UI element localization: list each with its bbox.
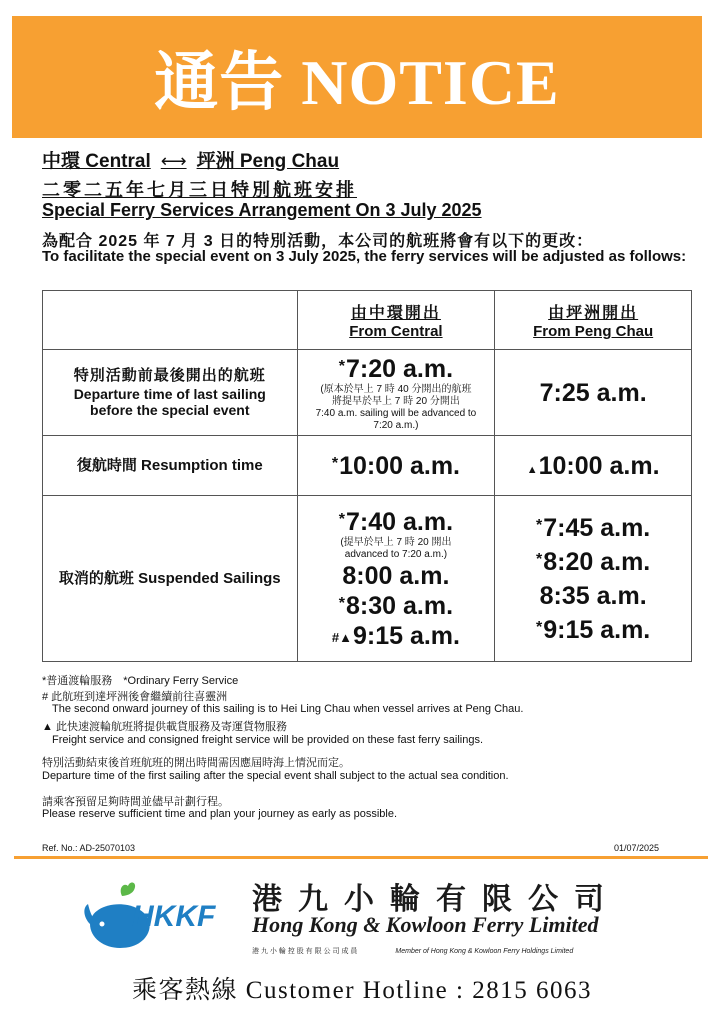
intro-en: To facilitate the special event on 3 July 2025, the ferry services will be adjusted as follows: (42, 248, 687, 265)
asterisk-mark: * (338, 357, 346, 375)
schedule-table (42, 290, 692, 662)
note-first-sailing-zh: 特別活動結束後首班航班的開出時間需因應屆時海上情況而定。 (42, 757, 350, 769)
member-en: Member of Hong Kong & Kowloon Ferry Holdings Limited (395, 948, 574, 955)
time-value: 9:15 a.m. (543, 615, 651, 644)
header-peng-zh: 由坪洲開出 (548, 305, 639, 322)
header-central-en: From Central (349, 323, 443, 340)
cell-central-suspended (297, 496, 495, 662)
time-value: 7:40 a.m. (346, 507, 454, 536)
asterisk-mark: * (536, 516, 543, 534)
time-value: 7:25 a.m. (539, 378, 647, 407)
cell-central-last-sailing (297, 350, 495, 436)
hkkf-logo (82, 878, 232, 958)
company-name-zh: 港九小輪有限公司 (252, 883, 620, 916)
header-peng-en: From Peng Chau (533, 323, 654, 340)
time-value: 10:00 a.m. (339, 451, 460, 480)
cell-note: (提早於早上 7 時 20 開出 advanced to 7:20 a.m.) (340, 536, 452, 560)
title-en: Special Ferry Services Arrangement On 3 July 2025 (42, 200, 482, 220)
route-to: 坪洲 Peng Chau (196, 151, 340, 172)
note-reserve-en: Please reserve sufficient time and plan your journey as early as possible. (42, 808, 398, 820)
time-value: 7:45 a.m. (543, 513, 651, 542)
row-label-en: Suspended Sailings (138, 569, 281, 587)
cell-central-resumption (297, 436, 495, 496)
asterisk-mark: * (331, 454, 339, 472)
cell-peng-last-sailing (495, 350, 692, 436)
cell-note-zh: (原本於早上 7 時 40 分開出的航班將提早於早上 7 時 20 分開出 (320, 383, 472, 407)
header-from-central (297, 291, 495, 350)
row-label-last-sailing (43, 350, 298, 436)
header-central-zh: 由中環開出 (350, 305, 441, 322)
row-label-zh: 特別活動前最後開出的航班 (73, 366, 266, 384)
cell-note-en: 7:40 a.m. sailing will be advanced to 7:20 a.m.) (315, 407, 477, 431)
divider (14, 856, 708, 859)
asterisk-mark: * (536, 550, 543, 568)
bidirectional-arrow-icon: ⟷ (160, 151, 187, 171)
cell-peng-suspended (495, 496, 692, 662)
row-label-zh: 取消的航班 (58, 569, 134, 587)
whale-icon (82, 878, 232, 958)
row-label-en: Resumption time (141, 456, 263, 474)
table-row-last-sailing (43, 350, 692, 436)
row-label-en: Departure time of last sailing before the special event (73, 385, 266, 418)
note-triangle-zh: ▲ 此快速渡輪航班將提供載貨服務及寄運貨物服務 (42, 721, 287, 733)
reference-number: Ref. No.: AD-25070103 (42, 843, 136, 853)
row-label-suspended (43, 496, 298, 662)
time-value: 8:00 a.m. (342, 561, 450, 590)
table-row-resumption (43, 436, 692, 496)
note-reserve-zh: 請乘客預留足夠時間並儘早計劃行程。 (42, 796, 229, 808)
note-ordinary: *普通渡輪服務 *Ordinary Ferry Service (42, 675, 239, 687)
title-zh: 二零二五年七月三日特別航班安排 (42, 180, 357, 200)
company-name-en: Hong Kong & Kowloon Ferry Limited (252, 912, 599, 937)
intro-zh: 為配合 2025 年 7 月 3 日的特別活動，本公司的航班將會有以下的更改： (42, 233, 594, 250)
time-value: 7:20 a.m. (346, 354, 454, 383)
time-value: 8:35 a.m. (539, 581, 647, 610)
note-first-sailing-en: Departure time of the first sailing after the special event shall subject to the actual sea condition. (42, 770, 509, 782)
row-label-resumption (43, 436, 298, 496)
route-title (42, 146, 339, 173)
customer-hotline: 乘客熱線 Customer Hotline : 2815 6063 (132, 977, 592, 1004)
note-hash-en: The second onward journey of this sailing is to Hei Ling Chau when vessel arrives at Peng Chau. (52, 703, 524, 715)
asterisk-mark: * (536, 618, 543, 636)
hash-triangle-mark: #▲ (331, 629, 352, 645)
table-row-suspended (43, 496, 692, 662)
logo-text: HKKF (132, 900, 216, 933)
note-hash-zh: # 此航班到達坪洲後會繼續前往喜靈洲 (42, 691, 228, 703)
asterisk-mark: * (338, 594, 346, 612)
table-header-row (43, 291, 692, 350)
header-from-peng-chau (495, 291, 692, 350)
cell-peng-resumption (495, 436, 692, 496)
asterisk-mark: * (338, 510, 346, 528)
time-value: 8:20 a.m. (543, 547, 651, 576)
route-from: 中環 Central (42, 151, 151, 172)
member-zh: 港 九 小 輪 控 股 有 限 公 司 成 員 (252, 948, 358, 955)
banner-title: 通告 NOTICE (154, 47, 560, 118)
time-value: 10:00 a.m. (538, 451, 660, 480)
row-label-zh: 復航時間 (76, 456, 137, 474)
time-value: 9:15 a.m. (352, 621, 460, 650)
member-line (252, 946, 573, 956)
time-value: 8:30 a.m. (346, 591, 454, 620)
header-empty-cell (43, 291, 298, 350)
notice-banner (12, 16, 702, 138)
note-triangle-en: Freight service and consigned freight service will be provided on these fast ferry sailings. (52, 734, 484, 746)
notice-date: 01/07/2025 (614, 843, 660, 853)
triangle-icon: ▲ (526, 463, 538, 476)
